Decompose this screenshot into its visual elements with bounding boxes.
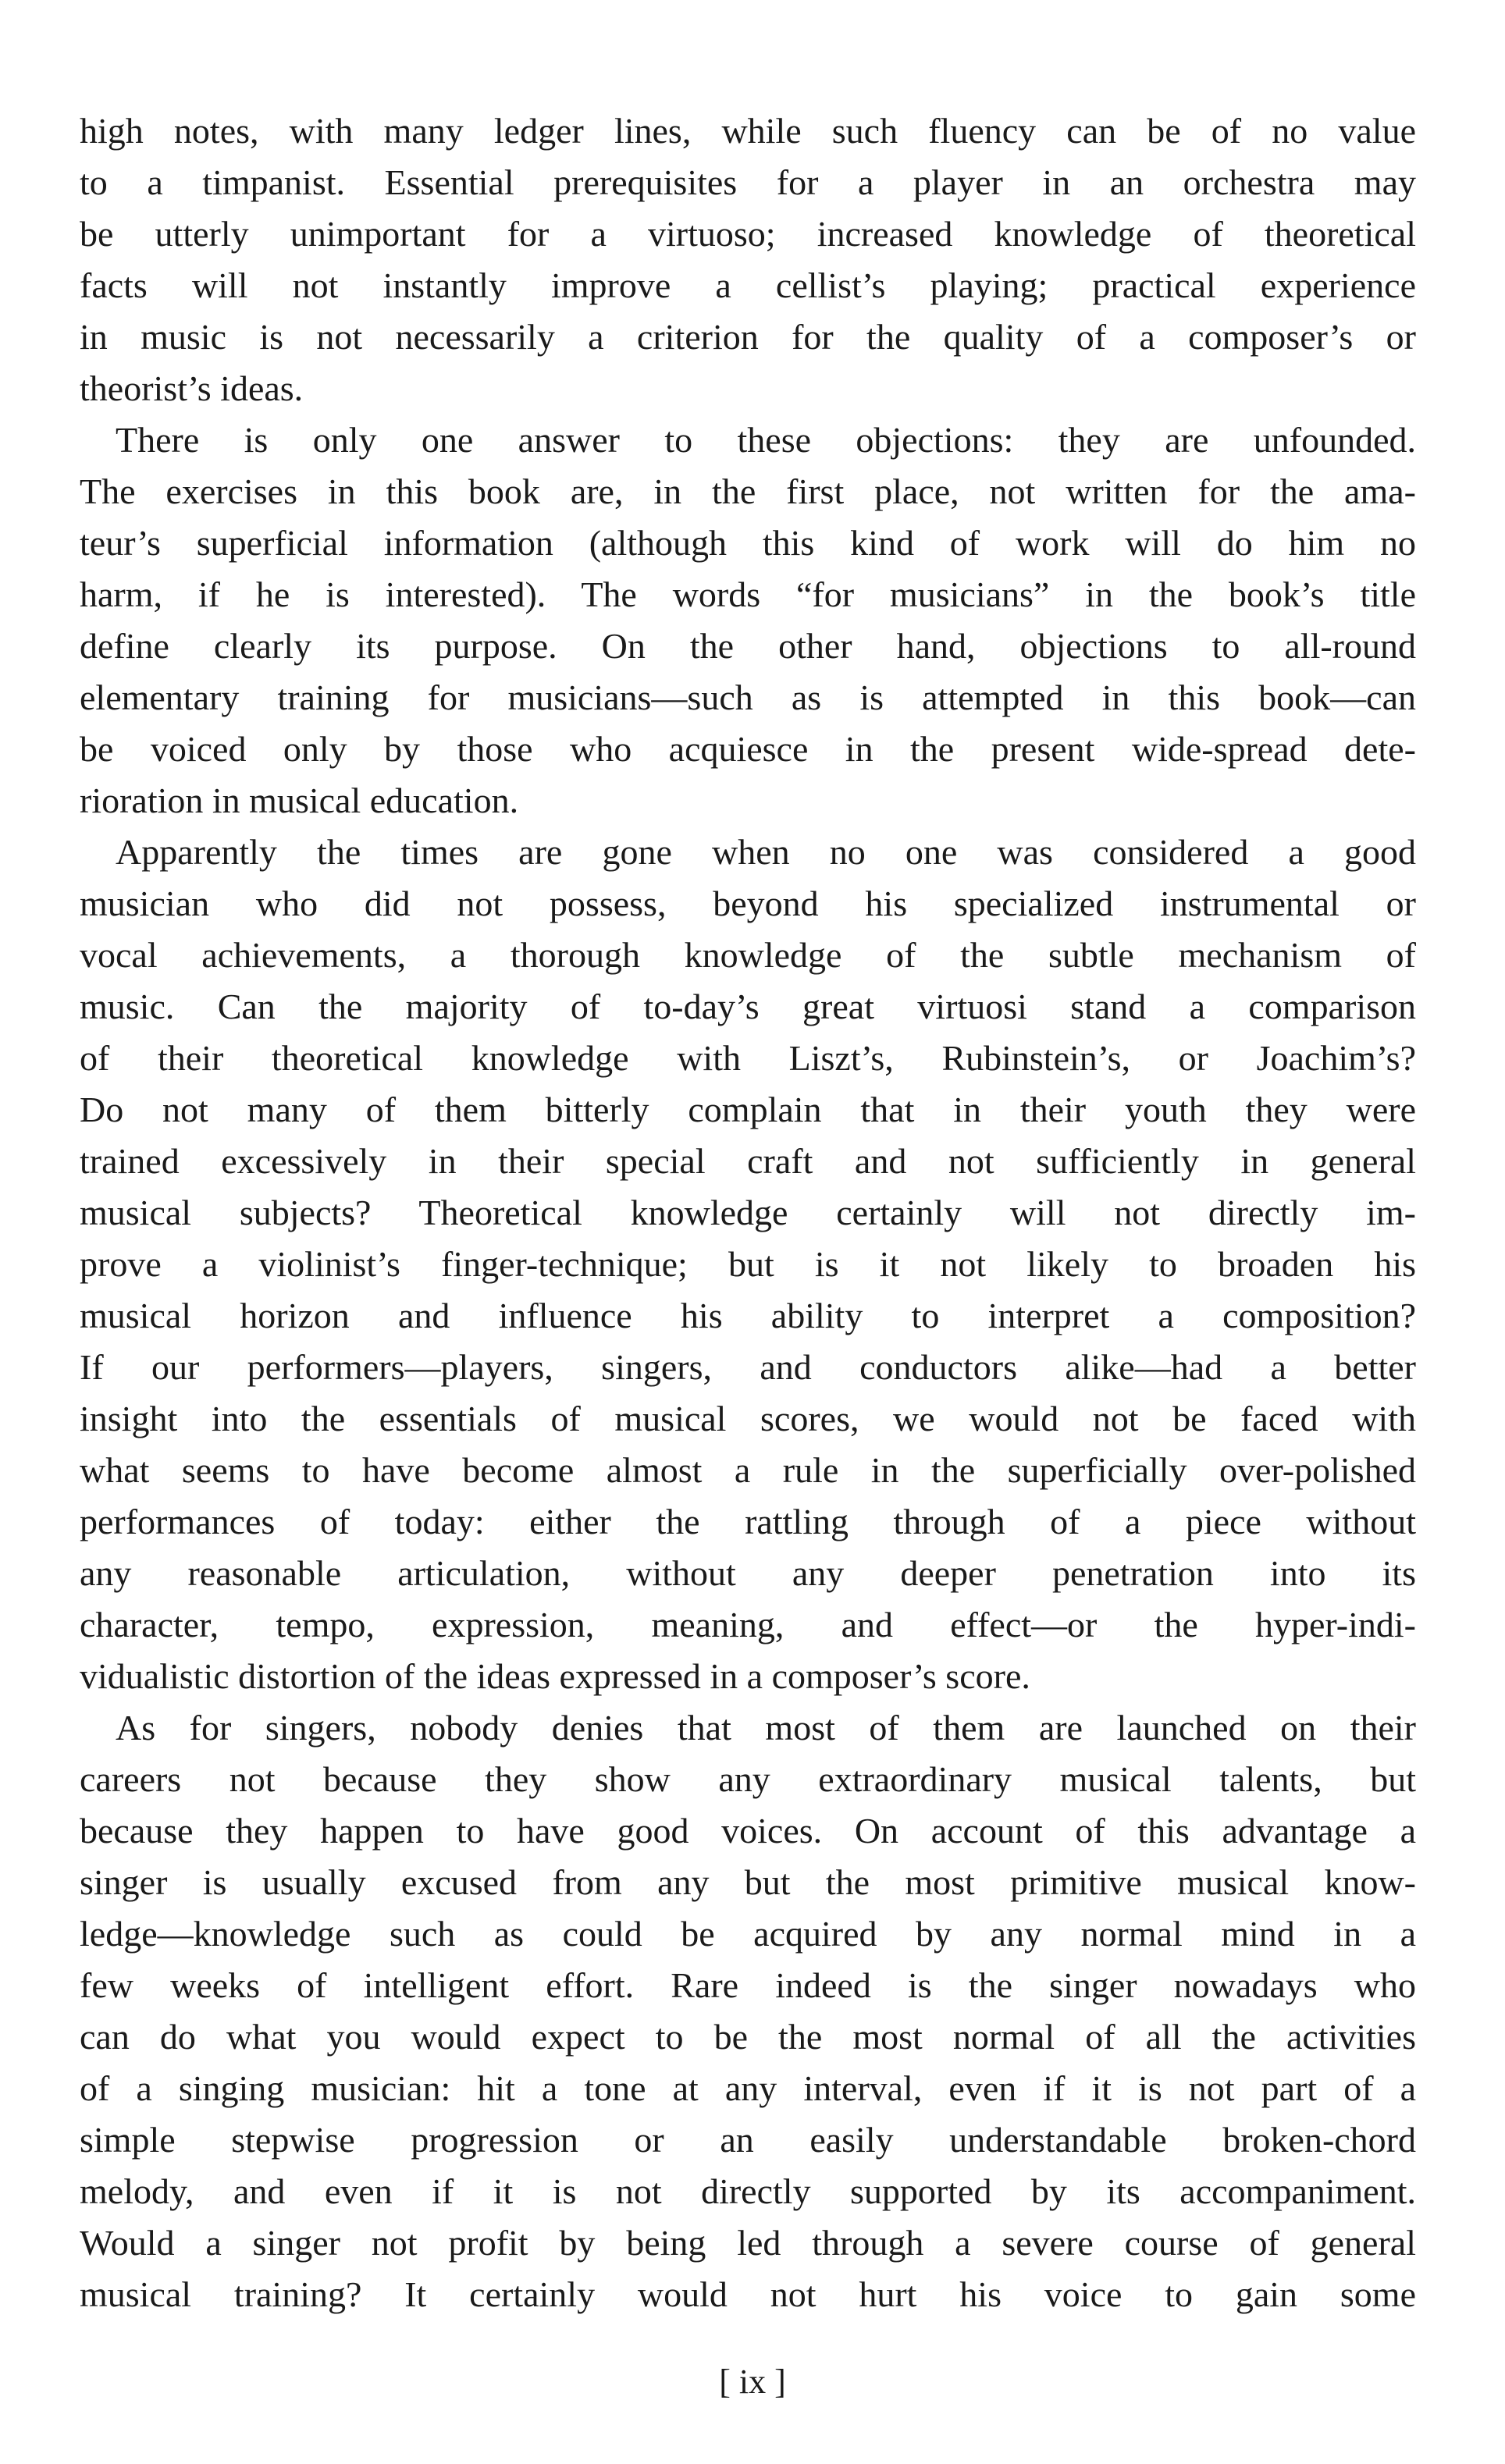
text-line: simple stepwise progression or an easily understandable broken-chord [80,2120,1416,2160]
text-line: singer is usually excused from any but the most primitive musical know- [80,1862,1416,1902]
text-line: harm, if he is interested). The words “for musicians” in the book’s title [80,574,1416,614]
text-line: Do not many of them bitterly complain that in their youth they were [80,1090,1416,1129]
text-line: music. Can the majority of to-day’s great virtuosi stand a comparison [80,987,1416,1026]
text-line: musician who did not possess, beyond his specialized instrumental or [80,884,1416,923]
text-line: prove a violinist’s finger-technique; but is it not likely to broaden his [80,1244,1416,1284]
text-line: facts will not instantly improve a cellist’s playing; practical experience [80,265,1416,305]
text-line: because they happen to have good voices. On account of this advantage a [80,1811,1416,1851]
text-line: If our performers—players, singers, and conductors alike—had a better [80,1347,1416,1387]
text-line: character, tempo, expression, meaning, and effect—or the hyper-indi- [80,1605,1416,1644]
text-line: musical horizon and influence his ability to interpret a composition? [80,1296,1416,1335]
text-line: few weeks of intelligent effort. Rare indeed is the singer nowadays who [80,1965,1416,2005]
text-line: trained excessively in their special craft and not sufficiently in general [80,1141,1416,1181]
text-line: define clearly its purpose. On the other hand, objections to all-round [80,626,1416,666]
text-line: what seems to have become almost a rule in the superficially over-polished [80,1450,1416,1490]
paragraph-first-line: As for singers, nobody denies that most of them are launched on their [116,1708,1416,1748]
text-line: theorist’s ideas. [80,368,304,408]
text-line: ledge—knowledge such as could be acquired by any normal mind in a [80,1914,1416,1954]
text-line: Would a singer not profit by being led through a severe course of general [80,2223,1416,2263]
text-line: insight into the essentials of musical scores, we would not be faced with [80,1399,1416,1438]
text-line: in music is not necessarily a criterion for the quality of a composer’s or [80,317,1416,357]
text-line: rioration in musical education. [80,780,519,820]
text-line: vidualistic distortion of the ideas expressed in a composer’s score. [80,1656,1030,1696]
text-line: musical training? It certainly would not hurt his voice to gain some [80,2274,1416,2314]
text-line: to a timpanist. Essential prerequisites for a player in an orchestra may [80,162,1416,202]
text-line: The exercises in this book are, in the first place, not written for the ama- [80,471,1416,511]
text-line: careers not because they show any extraordinary musical talents, but [80,1759,1416,1799]
text-line: vocal achievements, a thorough knowledge of the subtle mechanism of [80,935,1416,975]
text-line: elementary training for musicians—such as is attempted in this book—can [80,677,1416,717]
text-line: be voiced only by those who acquiesce in the present wide-spread dete- [80,729,1416,769]
page-number: [ ix ] [719,2363,786,2401]
paragraph-first-line: There is only one answer to these objections: they are unfounded. [116,420,1416,460]
text-line: of a singing musician: hit a tone at any interval, even if it is not part of a [80,2068,1416,2108]
paragraph-first-line: Apparently the times are gone when no one was considered a good [116,832,1416,872]
text-line: melody, and even if it is not directly supported by its accompaniment. [80,2171,1416,2211]
text-line: performances of today: either the rattling through of a piece without [80,1502,1416,1541]
text-line: can do what you would expect to be the most normal of all the activities [80,2017,1416,2057]
text-line: of their theoretical knowledge with Liszt’s, Rubinstein’s, or Joachim’s? [80,1038,1416,1078]
text-line: musical subjects? Theoretical knowledge certainly will not directly im- [80,1193,1416,1232]
text-line: high notes, with many ledger lines, while such fluency can be of no value [80,111,1416,151]
text-line: be utterly unimportant for a virtuoso; increased knowledge of theoretical [80,214,1416,254]
text-line: any reasonable articulation, without any deeper penetration into its [80,1553,1416,1593]
text-line: teur’s superficial information (although this kind of work will do him no [80,523,1416,563]
